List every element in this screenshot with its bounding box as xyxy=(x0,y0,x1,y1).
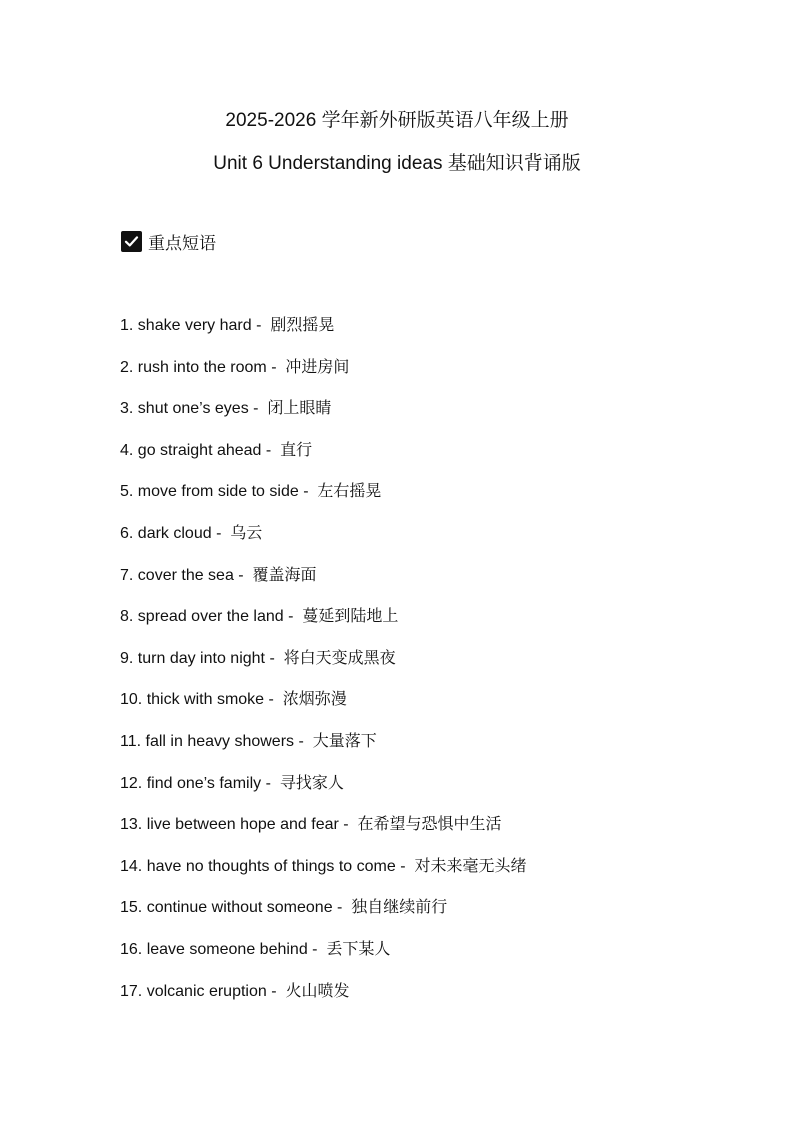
phrase-separator: - xyxy=(294,732,313,750)
phrase-english: rush into the room xyxy=(137,358,267,376)
phrase-number: 1. xyxy=(120,317,134,334)
phrase-number: 15. xyxy=(120,899,143,917)
phrase-number: 7. xyxy=(120,566,134,584)
phrase-separator: - xyxy=(261,774,280,792)
phrase-item xyxy=(120,438,526,480)
phrase-item xyxy=(120,812,526,854)
phrase-english: turn day into night xyxy=(137,649,265,667)
phrase-separator: - xyxy=(266,358,286,376)
phrase-chinese: 覆盖海面 xyxy=(252,566,317,584)
phrase-item xyxy=(120,479,526,521)
phrase-english: fall in heavy showers xyxy=(145,732,295,750)
phrase-english: thick with smoke xyxy=(146,691,265,709)
phrase-number: 14. xyxy=(120,857,143,875)
phrase-item xyxy=(120,563,526,605)
phrase-chinese: 对未来毫无头绪 xyxy=(414,857,527,875)
phrase-english: leave someone behind xyxy=(146,940,308,958)
phrase-number: 10. xyxy=(120,691,143,709)
phrase-chinese: 左右摇晃 xyxy=(317,483,382,501)
phrase-chinese: 寻找家人 xyxy=(279,774,344,792)
phrase-chinese: 独自继续前行 xyxy=(351,899,448,917)
phrase-chinese: 丢下某人 xyxy=(326,940,391,958)
phrase-english: move from side to side xyxy=(137,483,299,501)
phrase-separator: - xyxy=(332,899,352,917)
phrase-chinese: 直行 xyxy=(280,441,313,459)
phrase-english: live between hope and fear xyxy=(146,816,339,834)
section-heading-label: 重点短语 xyxy=(148,234,216,253)
phrase-number: 5. xyxy=(120,483,134,501)
phrase-chinese: 大量落下 xyxy=(312,732,377,750)
phrase-chinese: 在希望与恐惧中生活 xyxy=(357,816,502,834)
phrase-item xyxy=(120,604,526,646)
phrase-separator: - xyxy=(233,566,253,584)
phrase-number: 4. xyxy=(120,441,134,459)
phrase-english: find one’s family xyxy=(146,774,262,792)
phrase-separator: - xyxy=(265,649,284,667)
phrase-chinese: 冲进房间 xyxy=(285,358,350,376)
phrase-number: 13. xyxy=(120,816,143,834)
phrase-separator: - xyxy=(261,441,281,459)
phrase-chinese: 乌云 xyxy=(230,524,263,542)
phrase-number: 2. xyxy=(120,358,134,376)
phrase-item xyxy=(120,729,526,771)
phrase-english: volcanic eruption xyxy=(146,982,267,1000)
phrase-chinese: 蔓延到陆地上 xyxy=(302,608,399,626)
phrase-english: continue without someone xyxy=(146,899,333,917)
checkbox-checked-icon xyxy=(121,231,142,252)
phrase-item xyxy=(120,771,526,813)
phrase-separator: - xyxy=(395,857,415,875)
phrase-item xyxy=(120,895,526,937)
phrase-item xyxy=(120,521,526,563)
document-title: 2025-2026 学年新外研版英语八年级上册 xyxy=(225,110,569,131)
phrase-separator: - xyxy=(251,317,271,334)
phrase-number: 12. xyxy=(120,774,143,792)
phrase-english: have no thoughts of things to come xyxy=(146,857,396,875)
phrase-item xyxy=(120,355,526,397)
phrase-number: 6. xyxy=(120,524,134,542)
document-subtitle: Unit 6 Understanding ideas 基础知识背诵版 xyxy=(213,153,581,174)
phrase-separator: - xyxy=(211,524,231,542)
phrase-item xyxy=(120,854,526,896)
phrase-number: 16. xyxy=(120,940,143,958)
phrase-list xyxy=(120,313,526,1020)
phrase-chinese: 剧烈摇晃 xyxy=(270,317,335,334)
phrase-separator: - xyxy=(307,940,327,958)
phrase-item xyxy=(120,687,526,729)
phrase-separator: - xyxy=(266,982,286,1000)
phrase-english: spread over the land xyxy=(137,608,284,626)
phrase-english: cover the sea xyxy=(137,566,234,584)
phrase-separator: - xyxy=(283,608,303,626)
phrase-chinese: 将白天变成黑夜 xyxy=(283,649,396,667)
phrase-number: 9. xyxy=(120,649,134,667)
phrase-english: dark cloud xyxy=(137,524,212,542)
phrase-separator: - xyxy=(338,816,358,834)
phrase-number: 8. xyxy=(120,608,134,626)
phrase-item xyxy=(120,979,526,1021)
phrase-english: go straight ahead xyxy=(137,441,262,459)
phrase-item xyxy=(120,396,526,438)
phrase-english: shake very hard xyxy=(137,317,252,334)
phrase-chinese: 火山喷发 xyxy=(285,982,350,1000)
phrase-english: shut one’s eyes xyxy=(137,400,249,418)
phrase-item xyxy=(120,313,526,355)
phrase-number: 17. xyxy=(120,982,143,1000)
section-heading xyxy=(121,229,216,254)
phrase-separator: - xyxy=(248,400,268,418)
phrase-chinese: 浓烟弥漫 xyxy=(282,691,347,709)
phrase-item xyxy=(120,937,526,979)
phrase-chinese: 闭上眼睛 xyxy=(267,400,332,418)
phrase-number: 11. xyxy=(120,732,142,750)
phrase-item xyxy=(120,646,526,688)
phrase-number: 3. xyxy=(120,400,134,418)
phrase-separator: - xyxy=(264,691,283,709)
phrase-separator: - xyxy=(298,483,318,501)
